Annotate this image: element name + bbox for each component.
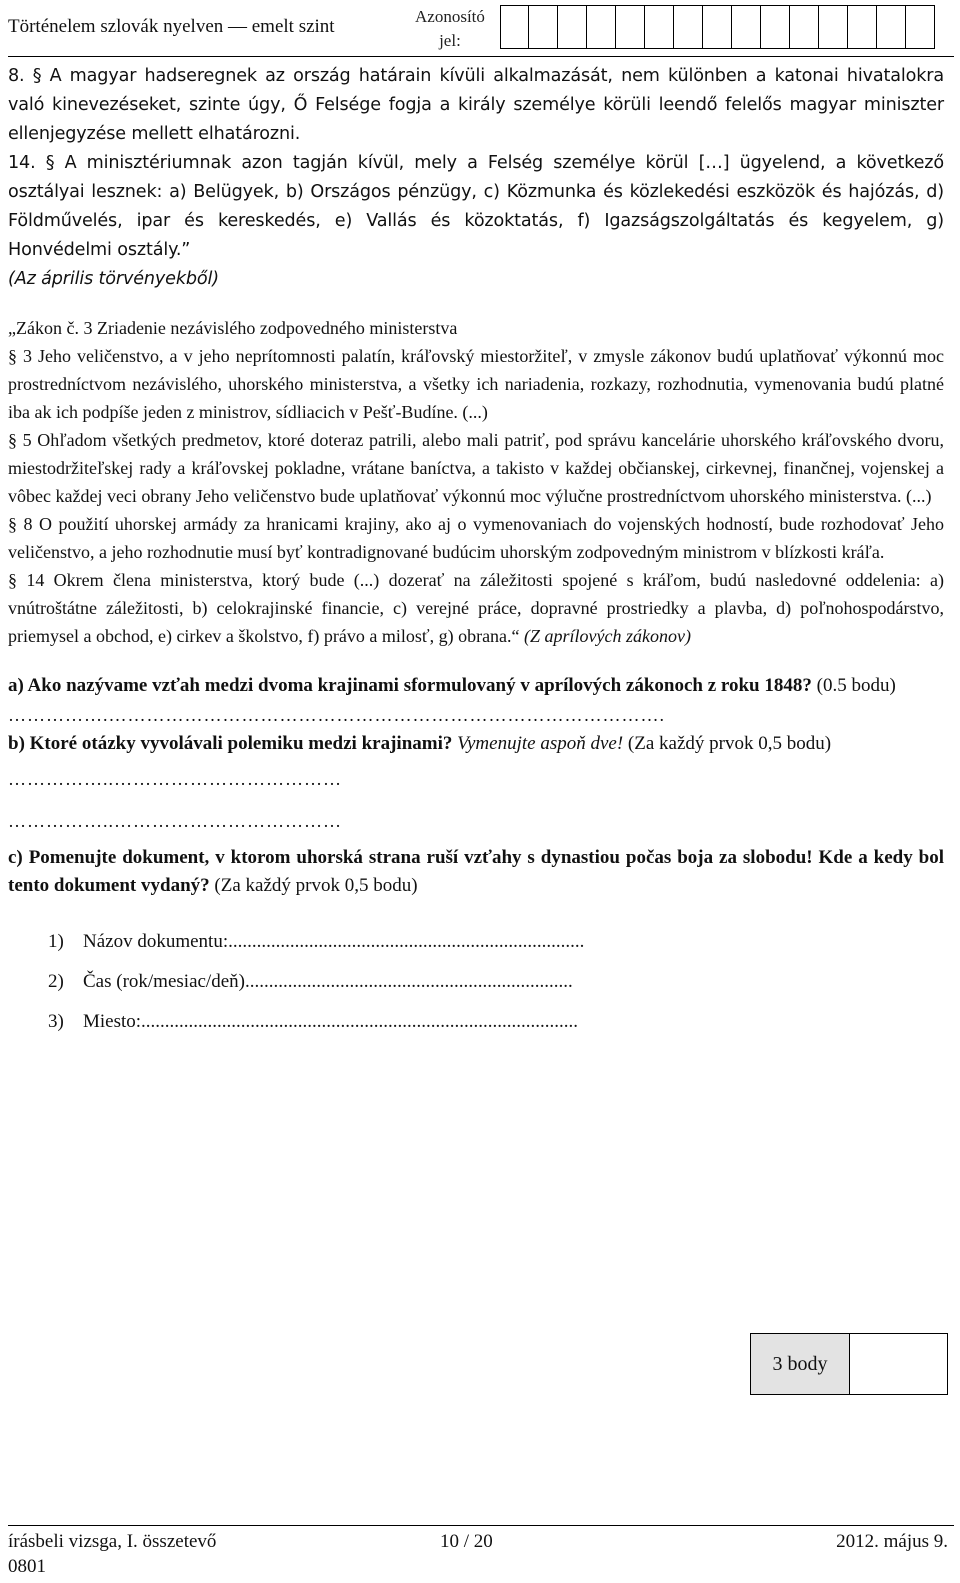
question-c [8,844,944,900]
answer-c-item[interactable] [48,930,944,954]
id-box [529,5,558,49]
answer-c-item[interactable] [48,970,944,994]
question-c-points: (Za každý prvok 0,5 bodu) [214,875,418,896]
footer-date: 2012. május 9. [836,1531,948,1552]
id-label-line1: Azonosító [415,7,485,26]
footer-divider [8,1525,954,1526]
answer-b-line-1[interactable]: ……………..……………………………… [8,769,342,789]
id-box [558,5,587,49]
page-content [8,62,944,1050]
id-box [703,5,732,49]
answer-b-line-2[interactable]: ……………..……………………………… [8,811,342,831]
id-box [906,5,935,49]
item-number: 3) [48,1011,64,1032]
score-label: 3 body [751,1334,850,1394]
footer-page-number: 10 / 20 [440,1531,493,1552]
header-title: Történelem szlovák nyelven — emelt szint [8,16,335,37]
question-a-text: a) Ako nazývame vzťah medzi dvoma krajinami sformulovaný v aprílových zákonoch z roku 1848? [8,675,812,696]
item-text: Čas (rok/mesiac/deň)..................................................................... [83,971,573,992]
item-text: Miesto:............................................................................................ [83,1011,579,1032]
page-header [0,0,960,62]
id-label [415,5,485,53]
item-text: Názov dokumentu:........................................................................... [83,931,585,952]
footer-exam-type: írásbeli vizsga, I. összetevő [8,1531,217,1552]
answer-c-item[interactable] [48,1010,944,1034]
id-label-line2: jel: [439,31,461,50]
answer-c-list [8,930,944,1034]
hungarian-paragraph-14 [8,149,944,294]
header-divider [8,56,954,57]
id-box [819,5,848,49]
id-box [674,5,703,49]
slovak-paragraph-8: § 8 O použití uhorskej armády za hranicami krajiny, ako aj o vymenovaniach do vojenských hodností, bude rozhodovať Jeho veličenstvo, a jeho rozhodnutie musí byť kontradignované budúcim uhorským zodpovedným ministrom v blízkosti kráľa. [8,514,944,562]
question-a [8,672,944,700]
id-box [761,5,790,49]
question-c-text: c) Pomenujte dokument, v ktorom uhorská strana ruší vzťahy s dynastiou počas boja za slobodu! Kde a kedy bol tento dokument vydaný? [8,847,944,896]
slovak-paragraph-14-text: § 14 Okrem člena ministerstva, ktorý bude (...) dozerať na záležitosti spojené s kráľom, budú nasledovné oddelenia: a) vnútroštátne záležitosti, b) celokrajinské financie, c) verejné práce, dopravné prostriedky a plavba, d) poľnohospodárstvo, priemysel a obchod, e) cirkev a školstvo, f) právo a milosť, g) obrana.“ [8,570,944,646]
id-box [790,5,819,49]
slovak-paragraph-3: § 3 Jeho veličenstvo, a v jeho neprítomnosti palatín, kráľovský miestoržiteľ, v zmysle zákonov budú uplatňovať výkonnú moc prostredníctvom nezávislého, uhorského ministerstva, a všetky ich nariadenia, rozkazy, rozhodnutia, vymenovania budú platné iba ak ich podpíše jeden z ministrov, sídliacich v Pešť-Budíne. (...) [8,346,944,422]
id-box [616,5,645,49]
id-box [848,5,877,49]
item-number: 2) [48,971,64,992]
footer-code: 0801 [8,1556,46,1577]
question-b-text: b) Ktoré otázky vyvolávali polemiku medzi krajinami? [8,733,453,754]
question-b [8,730,944,758]
id-code-boxes [500,5,935,49]
answer-a-line[interactable]: …………….……………………………………………………………………………. [8,705,665,725]
item-number: 1) [48,931,64,952]
id-box [500,5,529,49]
id-box [587,5,616,49]
slovak-law-title: „Zákon č. 3 Zriadenie nezávislého zodpovedného ministerstva [8,318,458,338]
question-b-points: (Za každý prvok 0,5 bodu) [627,733,832,754]
slovak-citation: (Z aprílových zákonov) [524,626,692,646]
slovak-paragraph-5: § 5 Ohľadom všetkých predmetov, ktoré doteraz patrili, alebo mali patriť, pod správu kancelárie uhorského kráľovského dvoru, miestodržiteľskej rady a kráľovskej pokladne, vrátane baníctva, a takisto v každej občianskej, cirkevnej, finančnej, vojenskej a vôbec každej veci obrany Jeho veličenstvo bude uplatňovať výkonnú moc výlučne prostredníctvom uhorského ministerstva. (...) [8,430,944,506]
hungarian-paragraph-14-text: 14. § A minisztériumnak azon tagján kívül, mely a Felség személye körül […] ügyelend, a következő osztályai lesznek: a) Belügyek, b) Országos pénzügy, c) Közmunka és közlekedési eszközök és hajózás, d) Földművelés, ipar és kereskedés, e) Vallás és közoktatás, f) Igazságszolgáltatás és kegyelem, g) Honvédelmi osztály.” [8,153,944,260]
hungarian-citation: (Az április törvényekből) [8,269,219,289]
question-a-points: (0.5 bodu) [816,675,896,696]
id-box [645,5,674,49]
id-box [877,5,906,49]
page-footer [8,1531,948,1559]
id-box [732,5,761,49]
slovak-paragraph-14 [8,566,944,650]
hungarian-paragraph-8: 8. § A magyar hadseregnek az ország határain kívüli alkalmazását, nem különben a katonai hivatalokra való kinevezéseket, szinte úgy, Ő Felsége fogja a király személye körüli leendő felelős magyar miniszter ellenjegyzése mellett elhatározni. [8,66,944,144]
score-box [750,1333,948,1395]
question-b-instruction: Vymenujte aspoň dve! [457,733,624,754]
